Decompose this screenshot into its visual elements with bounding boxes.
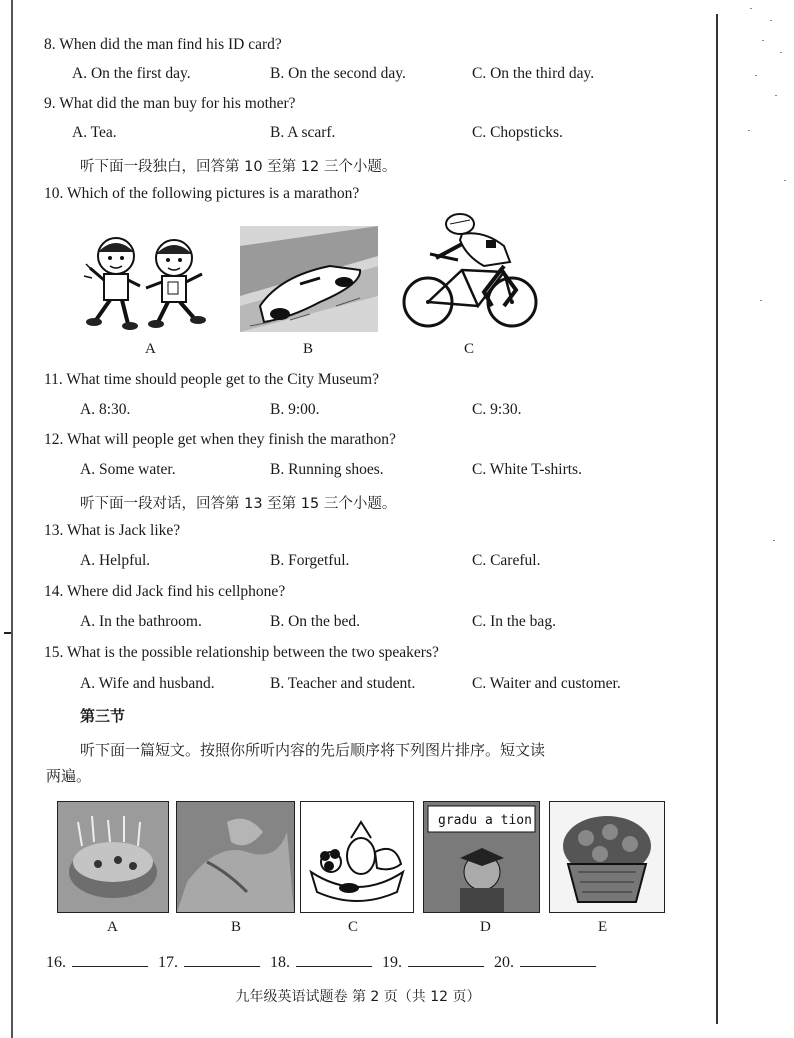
question-13	[44, 522, 180, 540]
option-b: B. 9:00.	[270, 401, 320, 418]
photo-label: B	[231, 919, 242, 935]
answer-blank-16[interactable]	[72, 952, 148, 967]
option-b: B. On the bed.	[270, 613, 360, 630]
answer-blank-20[interactable]	[520, 952, 596, 967]
option-c: C. White T-shirts.	[472, 461, 582, 478]
answer-blank-17[interactable]	[184, 952, 260, 967]
blank-number: 17.	[158, 954, 178, 971]
question-text: What is the possible relationship between the two speakers?	[66, 644, 439, 661]
answer-blanks	[46, 952, 602, 972]
blank-number: 16.	[46, 954, 66, 971]
blank-number: 19.	[382, 954, 402, 971]
option-a: A. Some water.	[80, 461, 176, 478]
question-15	[44, 644, 439, 662]
cyclist-picture	[400, 210, 542, 336]
option-b: B. On the second day.	[270, 65, 406, 82]
right-margin-line	[716, 14, 718, 1024]
option-a: A. Helpful.	[80, 552, 151, 569]
question-text: What did the man buy for his mother?	[59, 95, 296, 112]
option-a: A. Tea.	[72, 124, 117, 141]
photo-c-fruit-basket	[300, 801, 414, 913]
picture-label: C	[464, 341, 475, 357]
option-a: A. 8:30.	[80, 401, 131, 418]
question-number: 10.	[44, 185, 64, 202]
question-number: 14.	[44, 583, 64, 600]
option-c: C. On the third day.	[472, 65, 595, 82]
option-c: C. Chopsticks.	[472, 124, 563, 141]
section-title: 第三节	[80, 707, 126, 725]
photo-label: A	[107, 919, 118, 935]
option-c: C. 9:30.	[472, 401, 522, 418]
instruction-monologue: 听下面一段独白，回答第 10 至第 12 三个小题。	[80, 159, 397, 175]
question-text: When did the man find his ID card?	[59, 36, 282, 53]
option-b: B. A scarf.	[270, 124, 336, 141]
question-number: 12.	[44, 431, 64, 448]
race-car-picture	[240, 226, 378, 332]
question-10	[44, 185, 359, 203]
graduation-sign-text: gradu a tion	[438, 813, 532, 828]
photo-label: D	[480, 919, 491, 935]
question-number: 15.	[44, 644, 64, 661]
question-8	[44, 36, 282, 54]
scan-specks	[740, 0, 794, 560]
picture-label: B	[303, 341, 314, 357]
photo-label: E	[598, 919, 608, 935]
question-text: What is Jack like?	[66, 522, 181, 539]
section-instructions: 听下面一篇短文。按照你所听内容的先后顺序将下列图片排序。短文读	[80, 741, 546, 759]
photo-label: C	[348, 919, 359, 935]
answer-blank-18[interactable]	[296, 952, 372, 967]
photo-b-hands	[176, 801, 295, 913]
blank-number: 20.	[494, 954, 514, 971]
option-a: A. On the first day.	[72, 65, 191, 82]
option-a: A. Wife and husband.	[80, 675, 215, 692]
option-c: C. Waiter and customer.	[472, 675, 621, 692]
runners-picture	[82, 228, 214, 334]
picture-label: A	[145, 341, 156, 357]
question-text: What time should people get to the City Museum?	[66, 371, 379, 388]
section-instructions-cont: 两遍。	[46, 767, 92, 785]
option-c: C. In the bag.	[472, 613, 556, 630]
question-number: 8.	[44, 36, 56, 53]
margin-tick	[4, 632, 11, 634]
question-number: 9.	[44, 95, 56, 112]
option-b: B. Forgetful.	[270, 552, 350, 569]
blank-number: 18.	[270, 954, 290, 971]
question-text: What will people get when they finish the marathon?	[66, 431, 396, 448]
question-11	[44, 371, 379, 389]
answer-blank-19[interactable]	[408, 952, 484, 967]
photo-e-flower-basket	[549, 801, 665, 913]
question-number: 11.	[44, 371, 63, 388]
question-text: Which of the following pictures is a marathon?	[66, 185, 360, 202]
question-14	[44, 583, 285, 601]
page-footer: 九年级英语试题卷 第 2 页（共 12 页）	[235, 989, 481, 1005]
left-margin-line	[11, 0, 13, 1038]
option-c: C. Careful.	[472, 552, 541, 569]
question-12	[44, 431, 396, 449]
question-number: 13.	[44, 522, 64, 539]
question-9	[44, 95, 296, 113]
instruction-dialogue: 听下面一段对话，回答第 13 至第 15 三个小题。	[80, 496, 397, 512]
option-b: B. Teacher and student.	[270, 675, 416, 692]
photo-a-cake	[57, 801, 169, 913]
question-text: Where did Jack find his cellphone?	[66, 583, 286, 600]
photo-d-graduation	[423, 801, 540, 913]
option-a: A. In the bathroom.	[80, 613, 202, 630]
option-b: B. Running shoes.	[270, 461, 384, 478]
